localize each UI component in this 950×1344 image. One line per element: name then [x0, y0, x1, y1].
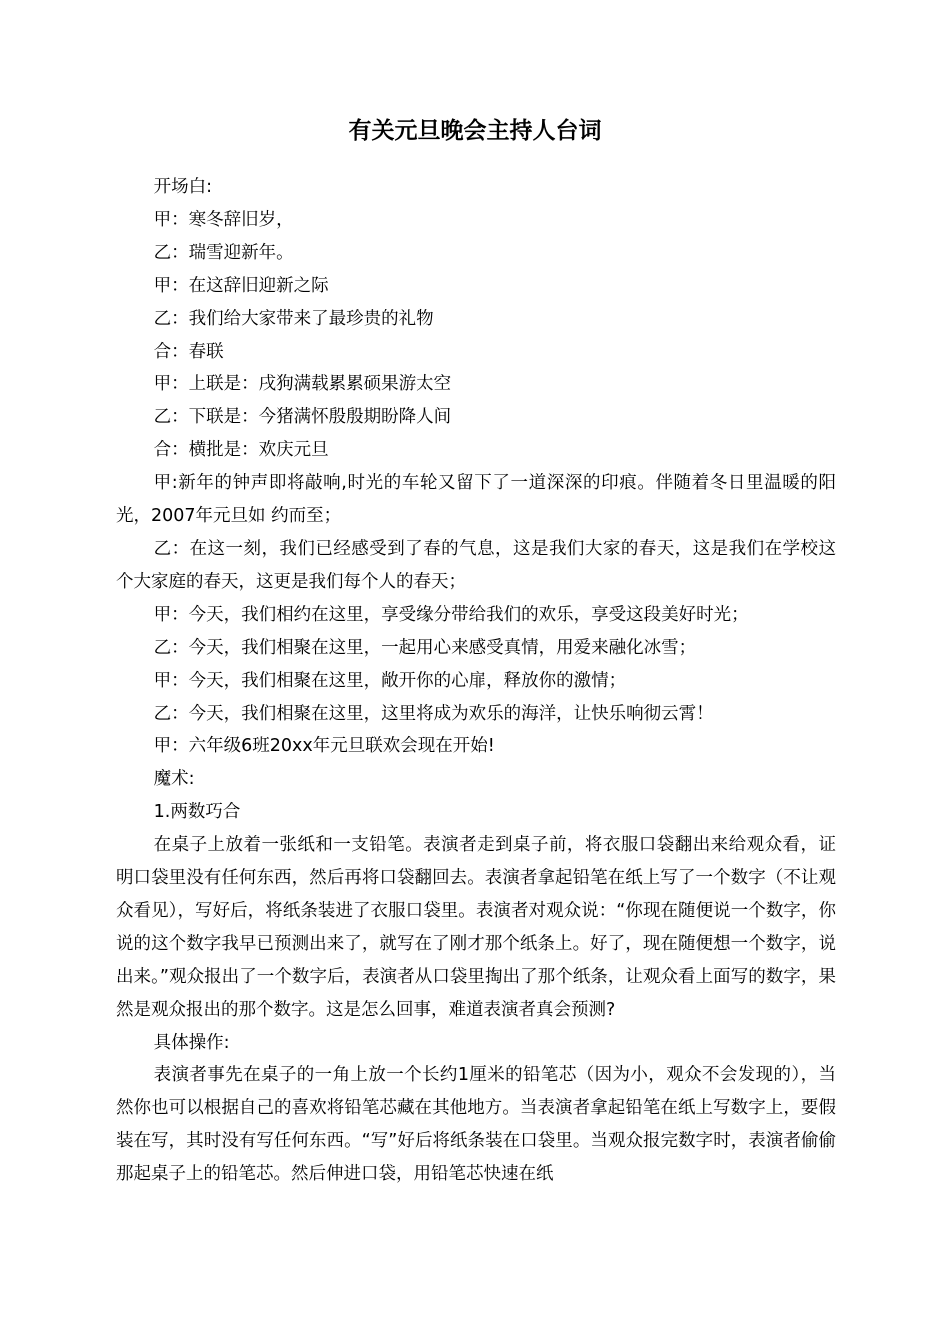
paragraph-trick-description: 在桌子上放着一张纸和一支铅笔。表演者走到桌子前，将衣服口袋翻出来给观众看，证明口袋里没有任何东西，然后再将口袋翻回去。表演者拿起铅笔在纸上写了一个数字（不让观众看见），写好后，将纸条装进了衣服口袋里。表演者对观众说：“你现在随便说一个数字，你说的这个数字我早已预测出来了，就写在了刚才那个纸条上。好了，现在随便想一个数字，说出来。”观众报出了一个数字后，表演者从口袋里掏出了那个纸条，让观众看上面写的数字，果然是观众报出的那个数字。这是怎么回事，难道表演者真会预测? [116, 835, 836, 1020]
paragraph-line: 乙：在这一刻，我们已经感受到了春的气息，这是我们大家的春天，这是我们在学校这个大家庭的春天，这更是我们每个人的春天； [116, 538, 836, 592]
paragraph-line: 甲：六年级6班20xx年元旦联欢会现在开始! [153, 736, 495, 757]
paragraph-line: 甲：寒冬辞旧岁， [153, 209, 294, 230]
paragraph-line: 乙：今天，我们相聚在这里，这里将成为欢乐的海洋，让快乐响彻云霄！ [153, 703, 714, 724]
paragraph-line: 乙：我们给大家带来了最珍贵的礼物 [153, 308, 434, 329]
paragraph-line: 合：横批是：欢庆元旦 [153, 440, 329, 461]
paragraph-line: 甲：今天，我们相约在这里，享受缘分带给我们的欢乐，享受这段美好时光； [153, 604, 749, 625]
document-body [116, 171, 836, 1191]
paragraph-trick-title: 1.两数巧合 [153, 802, 241, 823]
paragraph-line: 甲：今天，我们相聚在这里，敞开你的心扉，释放你的激情； [153, 670, 627, 691]
paragraph-line: 乙：下联是：今猪满怀殷殷期盼降人间 [153, 407, 452, 428]
paragraph-line: 合：春联 [153, 341, 224, 362]
paragraph-magic-heading: 魔术: [153, 769, 195, 790]
paragraph-line: 甲：在这辞旧迎新之际 [153, 275, 329, 296]
paragraph-operation-heading: 具体操作: [153, 1032, 230, 1053]
document-title: 有关元旦晚会主持人台词 [348, 118, 602, 144]
paragraph-line: 乙：今天，我们相聚在这里，一起用心来感受真情，用爱来融化冰雪； [153, 637, 697, 658]
paragraph-line: 甲：上联是：戌狗满载累累硕果游太空 [153, 374, 452, 395]
paragraph-opening-label: 开场白: [153, 177, 213, 197]
paragraph-line: 乙：瑞雪迎新年。 [153, 242, 294, 263]
paragraph-line: 甲:新年的钟声即将敲响,时光的车轮又留下了一道深深的印痕。伴随着冬日里温暖的阳光，2007年元旦如 约而至； [116, 473, 836, 527]
paragraph-operation-description: 表演者事先在桌子的一角上放一个长约1厘米的铅笔芯（因为小，观众不会发现的），当然你也可以根据自己的喜欢将铅笔芯藏在其他地方。当表演者拿起铅笔在纸上写数字上，要假装在写，其时没有写任何东西。“写”好后将纸条装在口袋里。当观众报完数字时，表演者偷偷那起桌子上的铅笔芯。然后伸进口袋，用铅笔芯快速在纸 [116, 1065, 836, 1185]
